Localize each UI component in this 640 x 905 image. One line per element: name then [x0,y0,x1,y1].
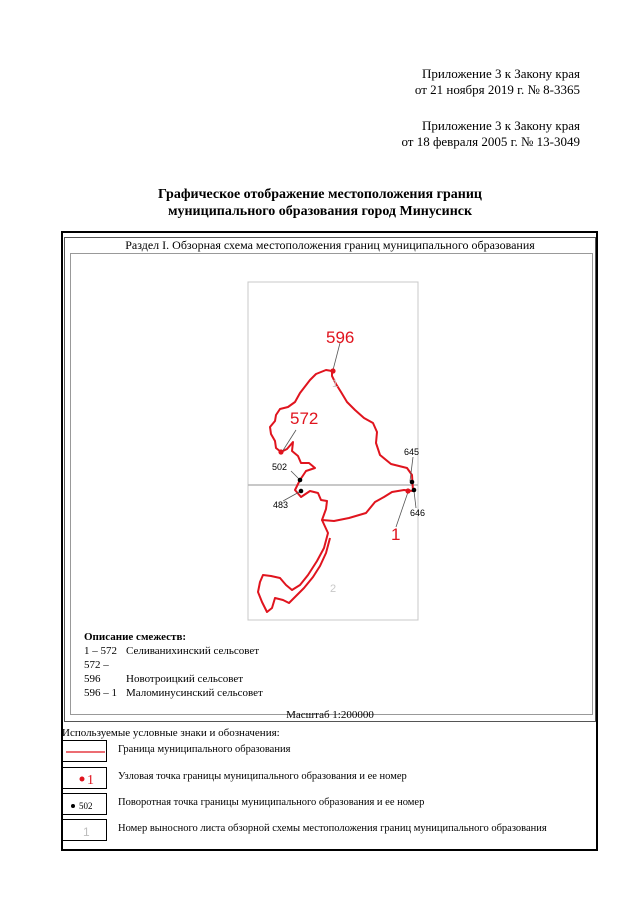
adjacency-name: Маломинусинский сельсовет [126,687,263,699]
adjacency-range: 596 – 1 [84,687,117,699]
sheet-number-2: 2 [330,583,337,595]
node-label-1: 1 [391,525,401,544]
adjacency-row [84,658,263,686]
legend-text-node-point: Узловая точка границы муниципального образования и ее номер [118,771,407,782]
adjacency-row [84,644,263,658]
leader-596 [333,343,340,370]
adjacency-heading: Описание смежеств: [84,631,187,643]
appendix-2005-line2: от 18 февраля 2005 г. № 13-3049 [401,134,580,149]
title-line1: Графическое отображение местоположения границ [158,187,482,202]
node-label-596: 596 [326,328,355,347]
legend-heading: Используемые условные знаки и обозначения: [62,727,280,739]
adjacency-description [84,630,263,700]
turn-point-502 [298,478,303,483]
node-label-572: 572 [290,409,319,428]
turn-label-483: 483 [273,500,289,510]
turn-point-646 [412,488,417,493]
appendix-2005-line1: Приложение 3 к Закону края [421,118,580,133]
svg-text:1: 1 [83,825,90,839]
adjacency-name: Новотроицкий сельсовет [126,673,244,685]
turn-point-483 [299,489,304,494]
legend-text-boundary: Граница муниципального образования [118,744,291,755]
sheet-number-1: 1 [332,378,339,390]
legend-text-sheet-number: Номер выносного листа обзорной схемы местоположения границ муниципального образования [118,823,547,834]
appendix-2019-line1: Приложение 3 к Закону края [421,66,580,81]
legend-symbol-sheet-number [62,819,107,841]
adjacency-row [84,686,263,700]
adjacency-range: 1 – 572 [84,645,117,657]
node-point-1 [405,488,410,493]
node-point-596 [330,368,335,373]
leader-1 [396,492,408,527]
legend-symbol-turn-point [62,793,107,815]
legend-text-turn-point: Поворотная точка границы муниципального образования и ее номер [118,797,425,808]
turn-label-646: 646 [410,508,426,518]
municipal-boundary-south [258,520,330,612]
map-scale: Масштаб 1:200000 [286,709,374,721]
svg-text:502: 502 [79,801,93,811]
adjacency-range: 572 – 596 [84,659,109,685]
legend-symbol-boundary [62,740,107,762]
svg-text:1: 1 [87,773,94,788]
turn-label-502: 502 [272,462,288,472]
section-title: Раздел I. Обзорная схема местоположения границ муниципального образования [125,238,535,252]
leader-646 [414,491,416,508]
legend-symbol-node-point [62,767,107,789]
appendix-2019-line2: от 21 ноября 2019 г. № 8-3365 [414,82,580,97]
title-line2: муниципального образования город Минусинск [167,204,473,219]
municipal-boundary [270,370,413,521]
leader-572 [282,430,296,452]
turn-label-645: 645 [404,447,420,457]
adjacency-name: Селиванихинский сельсовет [126,645,260,657]
node-point-572 [278,449,283,454]
turn-point-645 [410,480,415,485]
